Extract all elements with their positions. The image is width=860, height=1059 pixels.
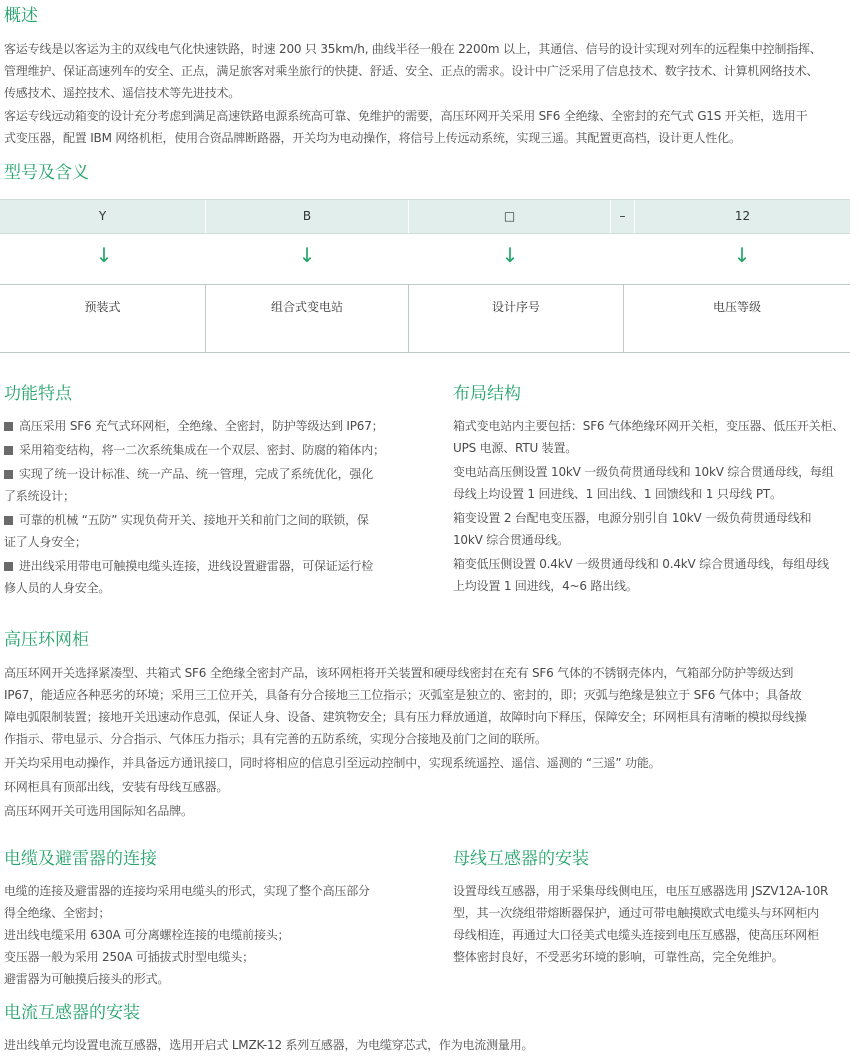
cable-paragraphs xyxy=(4,880,414,990)
model-title: 型号及含义 xyxy=(4,163,89,183)
currentct-title: 电流互感器的安装 xyxy=(4,1003,140,1023)
text-line: 环网柜具有顶部出线，安装有母线互感器。 xyxy=(4,780,229,794)
list-item: 高压采用 SF6 充气式环网柜，全绝缘、全密封，防护等级达到 IP67； xyxy=(4,415,404,437)
list-item: 采用箱变结构，将一二次系统集成在一个双层、密封、防腐的箱体内； xyxy=(4,439,404,461)
text-line: 整体密封良好，不受恶劣环境的影响，可靠性高，完全免维护。 xyxy=(453,950,784,964)
text-line: 变电站高压侧设置 10kV 一级负荷贯通母线和 10kV 综合贯通母线，每组 xyxy=(453,465,834,479)
list-item: 实现了统一设计标准、统一产品、统一管理，完成了系统优化，强化 xyxy=(4,463,404,485)
text-line: 客运专线远动箱变的设计充分考虑到满足高速铁路电源系统高可靠、免维护的需要，高压环网开关采用 SF6 全绝缘、全密封的充气式 G1S 开关柜，选用干 xyxy=(4,109,808,123)
model-code-y: Y xyxy=(98,209,107,223)
text-line: 开关均采用电动操作，并具备远方通讯接口，同时将相应的信息引至远动控制中，实现系统遥控、遥信、遥测的 “三遥” 功能。 xyxy=(4,756,661,770)
down-arrow-icon: ↓ xyxy=(298,243,316,267)
text-line: 母线上均设置 1 回进线、1 回出线、1 回馈线和 1 只母线 PT。 xyxy=(453,487,782,501)
list-item-cont: 了系统设计； xyxy=(4,489,75,503)
text-line: IP67，能适应各种恶劣的环境；采用三工位开关，具备有分合接地三工位指示；灭弧室是独立的、密封的，即；灭弧与绝缘是独立于 SF6 气体中；具备故 xyxy=(4,688,802,702)
text-line: 避雷器为可触摸后接头的形式。 xyxy=(4,972,170,986)
text-line: 式变压器，配置 IBM 网络机柜，使用合资品牌断路器，开关均为电动操作，将信号上传远动系统，实现三遥。其配置更高档，设计更人性化。 xyxy=(4,131,741,145)
bullet-square-icon xyxy=(4,446,13,455)
down-arrow-icon: ↓ xyxy=(95,243,113,267)
list-item: 可靠的机械 “五防” 实现负荷开关、接地开关和前门之间的联锁，保 xyxy=(4,509,404,531)
text-line: 电缆的连接及避雷器的连接均采用电缆头的形式，实现了整个高压部分 xyxy=(4,884,370,898)
text-line: 箱变低压侧设置 0.4kV 一级贯通母线和 0.4kV 综合贯通母线，每组母线 xyxy=(453,557,829,571)
model-code-serial: □ xyxy=(408,200,610,233)
model-code-row xyxy=(0,199,850,234)
text-line: 高压环网开关可选用国际知名品牌。 xyxy=(4,804,193,818)
layout-title: 布局结构 xyxy=(453,384,521,404)
ringmain-paragraphs xyxy=(4,662,806,822)
bullet-square-icon xyxy=(4,562,13,571)
text-line: UPS 电源、RTU 装置。 xyxy=(453,441,578,455)
model-meaning-voltage: 电压等级 xyxy=(712,300,761,314)
list-item-cont: 修人员的人身安全。 xyxy=(4,581,111,595)
text-line: 箱变设置 2 台配电变压器，电源分别引自 10kV 一级负荷贯通母线和 xyxy=(453,511,812,525)
text-line: 进出线电缆采用 630A 可分离螺栓连接的电缆前接头； xyxy=(4,928,290,942)
down-arrow-icon: ↓ xyxy=(733,243,751,267)
text-line: 高压环网开关选择紧凑型、共箱式 SF6 全绝缘全密封产品，该环网柜将开关装置和硬母线密封在充有 SF6 气体的不锈钢壳体内，气箱部分防护等级达到 xyxy=(4,666,794,680)
features-list xyxy=(4,415,404,599)
text-line: 管理维护、保证高速列车的安全、正点，满足旅客对乘坐旅行的快捷、舒适、安全、正点的需求。设计中广泛采用了信息技术、数字技术、计算机网络技术、 xyxy=(4,64,819,78)
model-code-dash: – xyxy=(610,200,634,233)
features-title: 功能特点 xyxy=(4,384,72,404)
text-line: 上均设置 1 回进线，4~6 路出线。 xyxy=(453,579,638,593)
currentct-paragraph xyxy=(4,1034,533,1056)
model-meaning-serial: 设计序号 xyxy=(491,300,540,314)
text-line: 母线相连，再通过大口径美式电缆头连接到电压互感器，使高压环网柜 xyxy=(453,928,819,942)
model-meaning-row xyxy=(0,284,850,353)
bullet-square-icon xyxy=(4,422,13,431)
model-meaning-combined: 组合式变电站 xyxy=(270,300,343,314)
text-line: 得全绝缘、全密封； xyxy=(4,906,111,920)
down-arrow-icon: ↓ xyxy=(501,243,519,267)
text-line: 变压器一般为采用 250A 可插拔式肘型电缆头； xyxy=(4,950,254,964)
cable-title: 电缆及避雷器的连接 xyxy=(4,849,157,869)
list-item-cont: 证了人身安全； xyxy=(4,535,87,549)
overview-paragraph-2 xyxy=(4,105,807,149)
model-code-voltage: 12 xyxy=(634,200,850,233)
text-line: 设置母线互感器，用于采集母线侧电压，电压互感器选用 JSZV12A-10R xyxy=(453,884,829,898)
text-line: 传感技术、遥控技术、遥信技术等先进技术。 xyxy=(4,86,241,100)
text-line: 进出线单元均设置电流互感器，选用开启式 LMZK-12 系列互感器，为电缆穿芯式，作为电流测量用。 xyxy=(4,1038,534,1052)
model-code-b: B xyxy=(205,200,408,233)
model-meaning-prefab: 预装式 xyxy=(84,300,121,314)
bullet-square-icon xyxy=(4,516,13,525)
overview-paragraph-1 xyxy=(4,38,822,104)
busct-paragraphs xyxy=(453,880,853,968)
list-item: 进出线采用带电可触摸电缆头连接，进线设置避雷器，可保证运行检 xyxy=(4,555,404,577)
text-line: 10kV 综合贯通母线。 xyxy=(453,533,569,547)
text-line: 箱式变电站内主要包括：SF6 气体绝缘环网开关柜，变压器、低压开关柜、 xyxy=(453,419,844,433)
text-line: 障电弧限制装置；接地开关迅速动作息弧，保证人身、设备、建筑物安全；具有压力释放通道，故障时向下释压，保障安全；环网柜具有清晰的模拟母线操 xyxy=(4,710,807,724)
ringmain-title: 高压环网柜 xyxy=(4,630,89,650)
busct-title: 母线互感器的安装 xyxy=(453,849,589,869)
text-line: 型，其一次绕组带熔断器保护，通过可带电触摸欧式电缆头与环网柜内 xyxy=(453,906,819,920)
overview-title: 概述 xyxy=(4,6,38,26)
bullet-square-icon xyxy=(4,470,13,479)
text-line: 客运专线是以客运为主的双线电气化快速铁路，时速 200 只 35km/h, 曲线半径一般在 2200m 以上，其通信、信号的设计实现对列车的远程集中控制指挥、 xyxy=(4,42,822,56)
layout-paragraphs xyxy=(453,415,853,597)
text-line: 作指示、带电显示、分合指示、气体压力指示；具有完善的五防系统，实现分合接地及前门之间的联所。 xyxy=(4,732,547,746)
